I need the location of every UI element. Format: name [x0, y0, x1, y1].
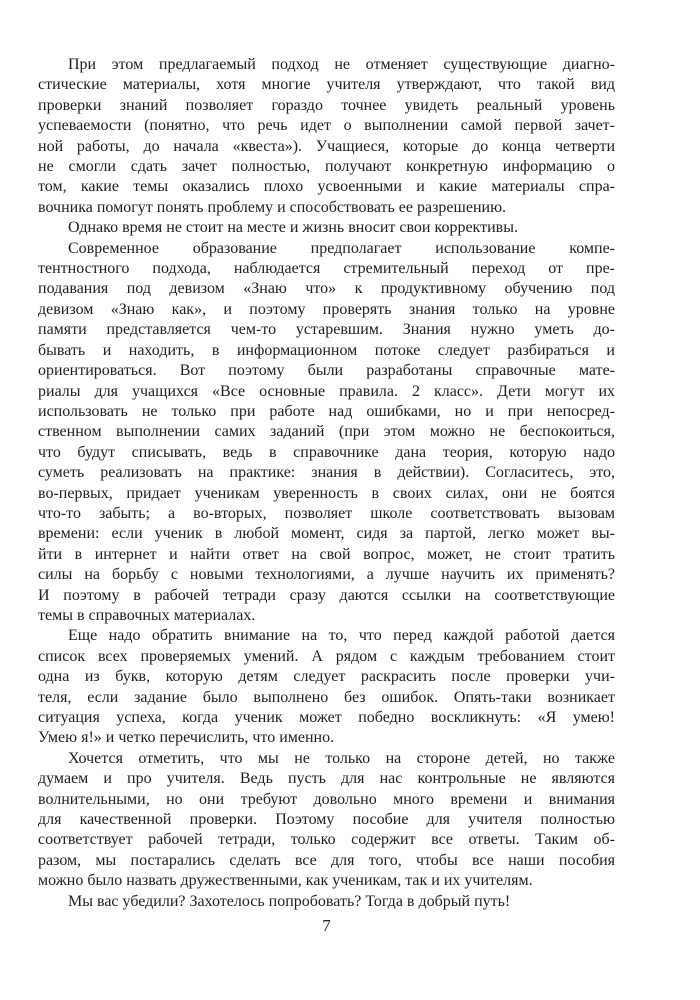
text-line: времени: если ученик в любой момент, сидя за партой, легко может вы- [38, 525, 615, 543]
text-line: суметь реализовать на практике: знания в действии). Согласитесь, это, [38, 464, 615, 482]
body-text [38, 55, 615, 912]
text-line: Еще надо обратить внимание на то, что перед каждой работой дается [68, 627, 615, 645]
text-line: И поэтому в рабочей тетради сразу даются ссылки на соответствующие [38, 586, 615, 604]
text-line: При этом предлагаемый подход не отменяет существующие диагно- [68, 56, 615, 73]
text-line: вочника помогут понять проблему и способствовать ее разрешению. [38, 198, 507, 216]
text-line: список всех проверяемых умений. А рядом с каждым требованием стоит [38, 647, 615, 665]
paragraph [38, 239, 615, 627]
text-line: стические материалы, хотя многие учителя утверждают, что такой вид [38, 76, 615, 94]
paragraph [38, 55, 615, 218]
text-line: ориентироваться. Вот поэтому были разработаны справочные мате- [38, 362, 615, 380]
text-line: тентностного подхода, наблюдается стремительный переход от пре- [38, 260, 615, 278]
text-line: ситуация успеха, когда ученик может победно воскликнуть: «Я умею! [38, 709, 615, 726]
text-line: что-то забыть; а во-вторых, позволяет школе соответствовать вызовам [38, 504, 615, 522]
text-line: думаем и про учителя. Ведь пусть для нас контрольные не являются [38, 770, 615, 788]
text-line: во-первых, придает ученикам уверенность в своих силах, они не боятся [38, 484, 615, 502]
text-line: можно было назвать дружественными, как ученикам, так и их учителям. [38, 872, 533, 890]
text-line: что будут списывать, ведь в справочнике дана теория, которую надо [38, 443, 615, 461]
text-line: одна из букв, которую детям следует раскрасить после проверки учи- [38, 668, 615, 686]
text-line: Современное образование предполагает использование компе- [68, 239, 615, 257]
paragraph [38, 218, 615, 238]
text-line: Умею я!» и четко перечислить, что именно. [38, 729, 335, 747]
text-line: Однако время не стоит на месте и жизнь вносит свои коррективы. [68, 219, 518, 237]
text-line: риалы для учащихся «Все основные правила. 2 класс». Дети могут их [38, 382, 615, 400]
text-line: ственном выполнении самих заданий (при этом можно не беспокоиться, [38, 423, 615, 441]
text-line: для качественной проверки. Поэтому пособие для учителя полностью [38, 811, 615, 829]
text-line: силы на борьбу с новыми технологиями, а лучше научить их применять? [38, 566, 615, 584]
text-line: соответствует рабочей тетради, только содержит все ответы. Таким об- [38, 831, 615, 849]
text-line: успеваемости (понятно, что речь идет о выполнении самой первой зачет- [38, 117, 615, 135]
text-line: памяти представляется чем-то устаревшим. Знания нужно уметь до- [38, 321, 615, 339]
text-line: использовать не только при работе над ошибками, но и при непосред- [38, 402, 615, 420]
text-line: волнительными, но они требуют довольно много времени и внимания [38, 790, 615, 808]
text-line: разом, мы постарались сделать все для того, чтобы все наши пособия [38, 851, 615, 869]
text-line: том, какие темы оказались плохо усвоенными и какие материалы спра- [38, 178, 615, 196]
text-line: темы в справочных материалах. [38, 606, 256, 624]
paragraph [38, 892, 615, 912]
text-line: ной работы, до начала «квеста»). Учащиеся, которые до конца четверти [38, 137, 615, 155]
text-line: йти в интернет и найти ответ на свой вопрос, может, не стоит тратить [38, 545, 615, 563]
text-line: девизом «Знаю как», и поэтому проверять знания только на уровне [38, 300, 615, 318]
paragraph [38, 626, 615, 748]
text-line: бывать и находить, в информационном потоке следует разбираться и [38, 341, 615, 359]
text-line: Мы вас убедили? Захотелось попробовать? Тогда в добрый путь! [68, 892, 511, 910]
paragraph [38, 749, 615, 892]
text-line: теля, если задание было выполнено без ошибок. Опять-таки возникает [38, 688, 615, 706]
text-line: Хочется отметить, что мы не только на стороне детей, но также [68, 749, 615, 767]
text-line: проверки знаний позволяет гораздо точнее увидеть реальный уровень [38, 96, 615, 114]
page-number: 7 [322, 916, 331, 935]
text-line: не смогли сдать зачет полностью, получают конкретную информацию о [38, 158, 615, 176]
text-line: подавания под девизом «Знаю что» к продуктивному обучению под [38, 280, 615, 298]
